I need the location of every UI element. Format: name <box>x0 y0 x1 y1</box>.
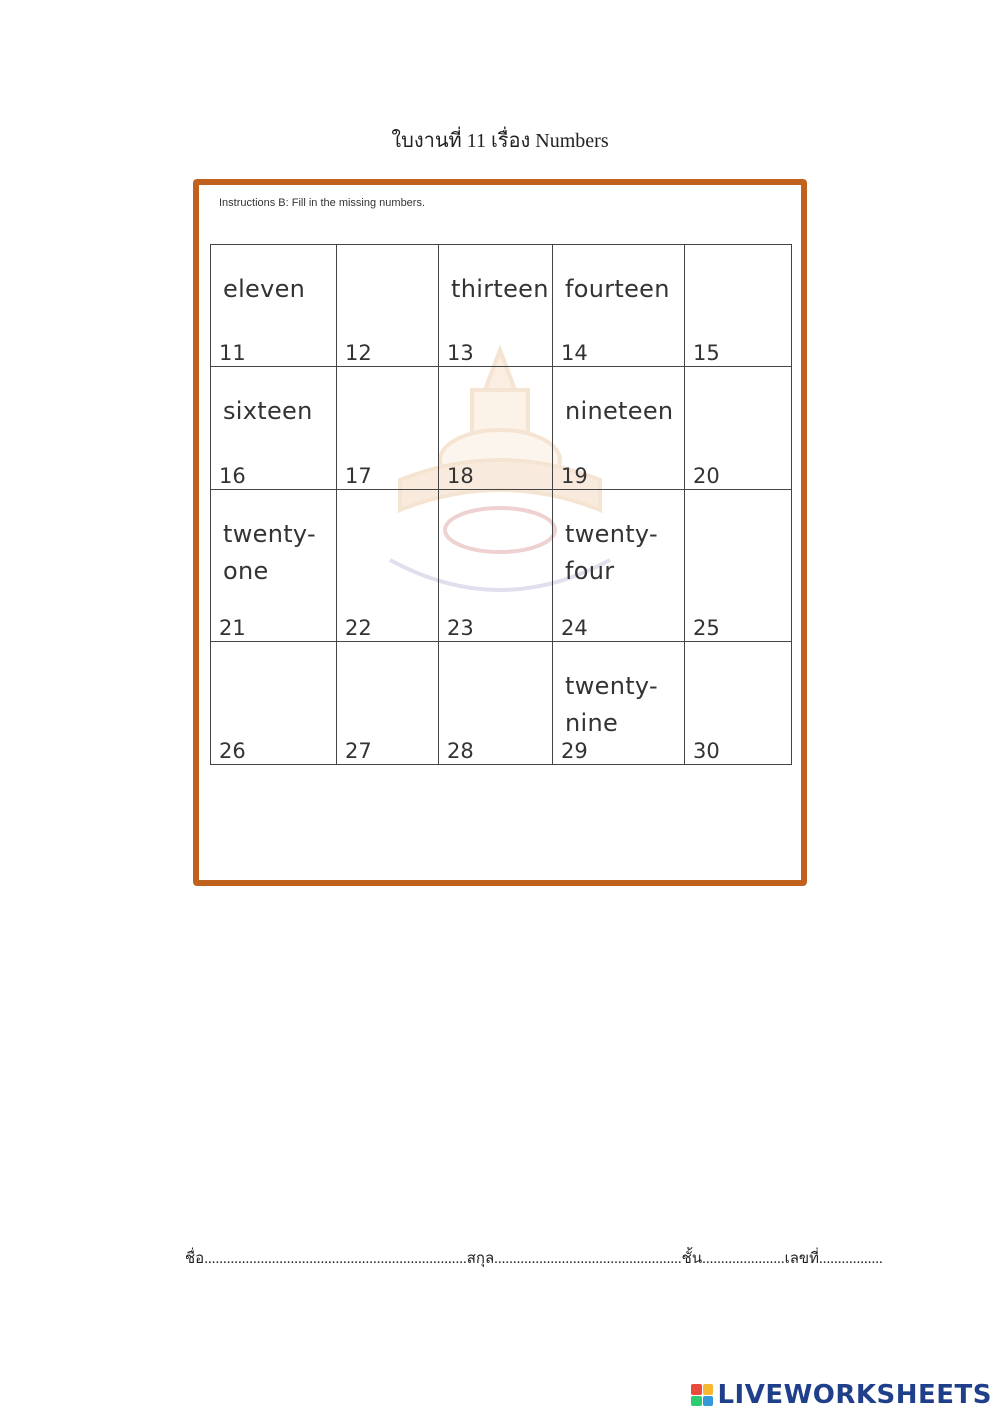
number-word: fourteen <box>565 275 670 303</box>
class-label: ชั้น <box>681 1251 703 1267</box>
number-digit: 21 <box>219 616 246 640</box>
number-digit: 20 <box>693 464 720 488</box>
grid-cell[interactable] <box>685 490 792 642</box>
grid-cell <box>553 642 685 765</box>
number-digit: 25 <box>693 616 720 640</box>
number-digit: 26 <box>219 739 246 763</box>
number-digit: 15 <box>693 341 720 365</box>
number-digit: 28 <box>447 739 474 763</box>
number-word: sixteen <box>223 397 313 425</box>
grid-cell <box>553 367 685 490</box>
grid-cell[interactable] <box>211 642 337 765</box>
number-word: twenty- four <box>565 520 658 585</box>
grid-cell[interactable] <box>337 367 439 490</box>
student-info-line <box>185 1246 883 1270</box>
number-digit: 11 <box>219 341 246 365</box>
number-digit: 29 <box>561 739 588 763</box>
grid-cell[interactable] <box>439 490 553 642</box>
name-label: ชื่อ <box>185 1251 205 1267</box>
worksheet-title: ใบงานที่ 11 เรื่อง Numbers <box>391 130 609 152</box>
grid-cell <box>211 490 337 642</box>
number-digit: 14 <box>561 341 588 365</box>
number-digit: 18 <box>447 464 474 488</box>
number-word: twenty- one <box>223 520 316 585</box>
grid-cell <box>553 490 685 642</box>
number-word: twenty- nine <box>565 672 658 737</box>
number-word: thirteen <box>451 275 549 303</box>
number-digit: 27 <box>345 739 372 763</box>
grid-cell[interactable] <box>337 245 439 367</box>
surname-blank[interactable]: .................................................. <box>494 1251 682 1267</box>
grid-row <box>211 490 792 642</box>
number-blank[interactable]: ................. <box>819 1251 883 1267</box>
grid-cell[interactable] <box>685 245 792 367</box>
brand-text: LIVEWORKSHEETS <box>717 1380 992 1410</box>
number-digit: 22 <box>345 616 372 640</box>
numbers-grid <box>210 244 792 765</box>
number-word: eleven <box>223 275 306 303</box>
liveworksheets-logo-icon <box>691 1384 713 1406</box>
grid-cell <box>553 245 685 367</box>
number-digit: 24 <box>561 616 588 640</box>
class-blank[interactable]: ...................... <box>702 1251 785 1267</box>
number-digit: 12 <box>345 341 372 365</box>
grid-row <box>211 245 792 367</box>
number-digit: 13 <box>447 341 474 365</box>
grid-row <box>211 367 792 490</box>
grid-row <box>211 642 792 765</box>
number-label: เลขที่ <box>784 1251 820 1267</box>
surname-label: สกุล <box>466 1251 495 1267</box>
number-digit: 16 <box>219 464 246 488</box>
number-digit: 19 <box>561 464 588 488</box>
grid-cell[interactable] <box>337 642 439 765</box>
liveworksheets-brand[interactable] <box>691 1380 992 1410</box>
grid-cell <box>211 245 337 367</box>
grid-cell[interactable] <box>439 642 553 765</box>
name-blank[interactable]: ...................................................................... <box>204 1251 467 1267</box>
instructions-text: Instructions B: Fill in the missing numbers. <box>219 197 426 209</box>
number-digit: 17 <box>345 464 372 488</box>
grid-cell[interactable] <box>685 367 792 490</box>
grid-cell <box>211 367 337 490</box>
grid-cell[interactable] <box>685 642 792 765</box>
number-word: nineteen <box>565 397 674 425</box>
number-digit: 23 <box>447 616 474 640</box>
grid-cell[interactable] <box>439 367 553 490</box>
grid-cell <box>439 245 553 367</box>
grid-cell[interactable] <box>337 490 439 642</box>
number-digit: 30 <box>693 739 720 763</box>
